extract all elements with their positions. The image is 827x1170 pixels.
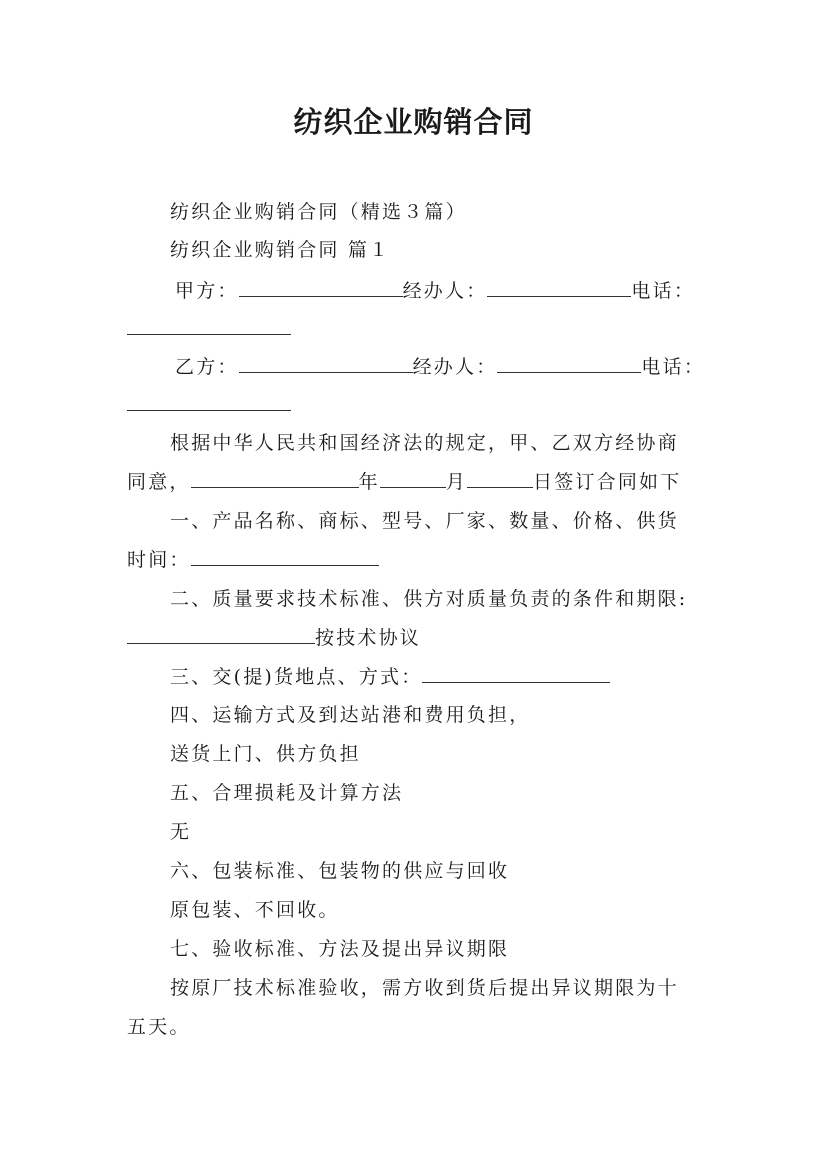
party-a-agent-label: 经办人： — [402, 280, 488, 302]
time-label: 时间： — [127, 549, 191, 571]
party-b-label: 乙方： — [175, 356, 239, 378]
clause-5-answer: 无 — [170, 821, 192, 843]
date-prefix: 同意， — [127, 471, 191, 493]
clause-6-line: 六、包装标准、包装物的供应与回收 — [170, 860, 510, 882]
clause-2-line: 二、质量要求技术标准、供方对质量负责的条件和期限: — [170, 588, 688, 610]
quality-blank — [127, 625, 315, 644]
party-a-phone-continuation — [127, 316, 291, 341]
party-a-phone-blank — [127, 316, 291, 335]
clause-7-answer-continuation: 五天。 — [127, 1016, 191, 1038]
party-b-blank — [239, 354, 413, 373]
party-b-phone-blank — [127, 392, 291, 411]
time-blank — [191, 547, 379, 566]
month-label: 月 — [445, 471, 468, 493]
party-b-phone-label: 电话： — [641, 356, 706, 378]
year-blank — [191, 469, 359, 488]
party-a-label: 甲方： — [175, 280, 239, 302]
party-a-line — [175, 278, 695, 303]
party-a-agent-blank — [487, 278, 631, 297]
clause-5-line: 五、合理损耗及计算方法 — [170, 782, 404, 804]
month-blank — [380, 469, 446, 488]
clause-3-line — [170, 664, 610, 689]
paragraph-line: 根据中华人民共和国经济法的规定，甲、乙双方经协商 — [170, 432, 679, 454]
clause-1-continuation — [127, 547, 379, 572]
technical-agreement-text: 按技术协议 — [315, 627, 422, 649]
section-heading: 纺织企业购销合同 篇１ — [170, 239, 391, 261]
clause-4-answer: 送货上门、供方负担 — [170, 743, 361, 765]
clause-3-text: 三、交(提)货地点、方式： — [170, 666, 423, 688]
clause-6-answer: 原包装、不回收。 — [170, 899, 340, 921]
clause-2-continuation — [127, 625, 421, 650]
document-title: 纺织企业购销合同 — [293, 105, 534, 139]
party-b-agent-label: 经办人： — [412, 356, 498, 378]
party-b-phone-continuation — [127, 392, 291, 417]
date-line — [127, 469, 681, 494]
party-a-phone-label: 电话： — [631, 280, 696, 302]
clause-1-line: 一、产品名称、商标、型号、厂家、数量、价格、供货 — [170, 510, 679, 532]
subtitle-line: 纺织企业购销合同（精选３篇） — [170, 201, 467, 223]
clause-7-answer: 按原厂技术标准验收，需方收到货后提出异议期限为十 — [170, 977, 679, 999]
delivery-blank — [422, 664, 610, 683]
day-blank — [467, 469, 533, 488]
clause-4-line: 四、运输方式及到达站港和费用负担， — [170, 704, 531, 726]
party-b-agent-blank — [497, 354, 641, 373]
year-label: 年 — [358, 471, 380, 493]
clause-7-line: 七、验收标准、方法及提出异议期限 — [170, 938, 510, 960]
party-b-line — [175, 354, 705, 379]
party-a-blank — [239, 278, 403, 297]
day-label: 日签订合同如下 — [533, 471, 682, 493]
